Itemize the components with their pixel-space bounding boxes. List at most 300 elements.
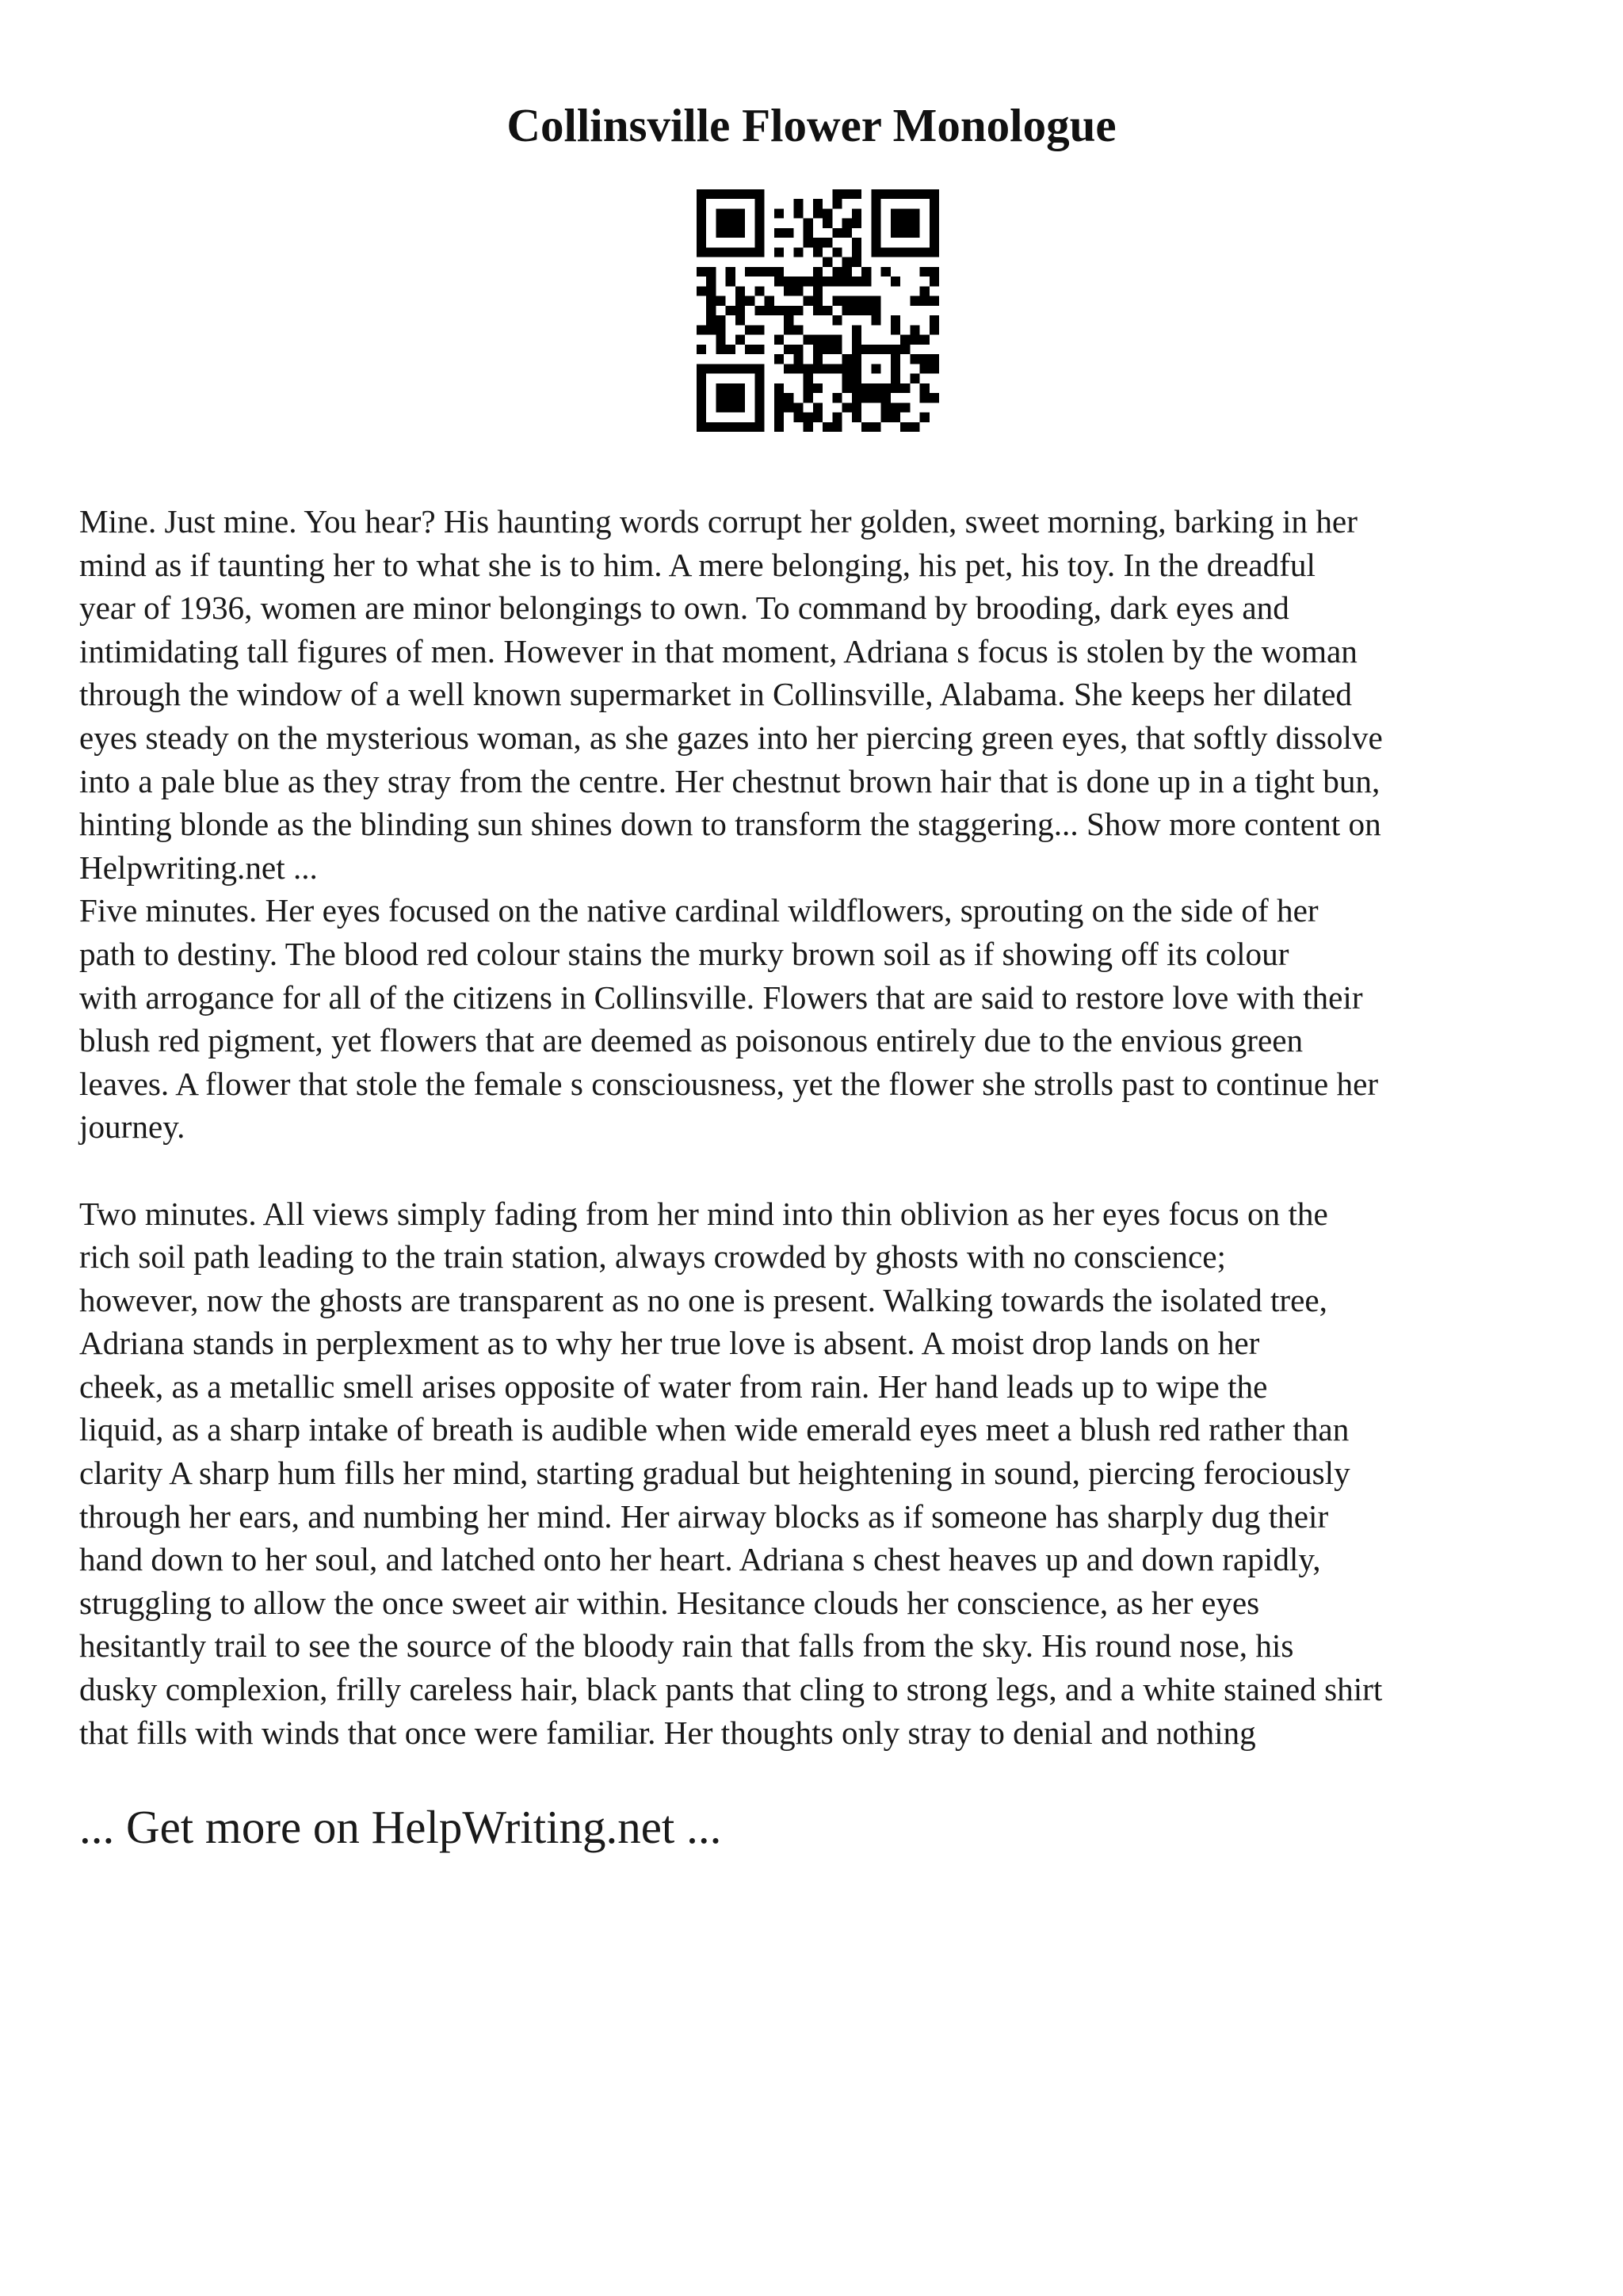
qr-module: [920, 364, 930, 373]
qr-module: [842, 364, 852, 373]
qr-module: [852, 238, 861, 247]
qr-module: [697, 189, 706, 199]
qr-module: [697, 345, 706, 354]
qr-module: [881, 413, 891, 422]
qr-module: [784, 228, 793, 238]
qr-module: [930, 354, 939, 364]
qr-module: [735, 364, 745, 373]
qr-module: [910, 228, 919, 238]
qr-module: [716, 325, 725, 334]
qr-module: [735, 402, 745, 412]
qr-module: [706, 286, 716, 296]
qr-module: [726, 422, 735, 432]
qr-module: [861, 422, 871, 432]
qr-module: [745, 364, 754, 373]
qr-module: [852, 383, 861, 393]
qr-module: [823, 345, 832, 354]
get-more-link[interactable]: ... Get more on HelpWriting.net ...: [79, 1801, 722, 1853]
qr-module: [793, 364, 803, 373]
qr-module: [900, 383, 910, 393]
qr-module: [745, 247, 754, 257]
qr-module: [900, 228, 910, 238]
qr-module: [726, 219, 735, 228]
text-line: cheek, as a metallic smell arises opposite of water from rain. Her hand leads up to wipe the: [79, 1367, 1268, 1405]
paragraph-gap: [79, 1149, 1561, 1192]
qr-module: [754, 345, 764, 354]
qr-module: [871, 208, 880, 218]
qr-module: [706, 277, 716, 286]
qr-module: [784, 277, 793, 286]
qr-module: [832, 277, 842, 286]
qr-module: [852, 306, 861, 315]
qr-module: [726, 393, 735, 402]
qr-module: [813, 402, 823, 412]
qr-module: [871, 393, 880, 402]
qr-module: [706, 422, 716, 432]
qr-module: [930, 219, 939, 228]
qr-module: [716, 228, 725, 238]
qr-module: [774, 208, 784, 218]
text-line: Helpwriting.net ...: [79, 849, 318, 886]
qr-module: [804, 296, 813, 306]
qr-module: [832, 189, 842, 199]
qr-module: [832, 247, 842, 257]
qr-module: [774, 422, 784, 432]
qr-module: [813, 247, 823, 257]
qr-module: [852, 247, 861, 257]
qr-module: [930, 189, 939, 199]
qr-module: [842, 219, 852, 228]
qr-module: [716, 335, 725, 345]
qr-module: [832, 199, 842, 208]
qr-module: [793, 354, 803, 364]
qr-module: [871, 238, 880, 247]
qr-module: [754, 286, 764, 296]
qr-module: [852, 345, 861, 354]
qr-module: [813, 208, 823, 218]
qr-module: [716, 393, 725, 402]
qr-module: [697, 413, 706, 422]
qr-module: [774, 277, 784, 286]
qr-module: [735, 247, 745, 257]
qr-module: [910, 189, 919, 199]
qr-module: [832, 413, 842, 422]
qr-module: [745, 345, 754, 354]
qr-module: [804, 277, 813, 286]
paragraph-1: [79, 500, 1561, 889]
text-line: struggling to allow the once sweet air within. Hesitance clouds her conscience, as her eyes: [79, 1584, 1260, 1621]
qr-module: [754, 208, 764, 218]
qr-module: [774, 306, 784, 315]
text-line: intimidating tall figures of men. However in that moment, Adriana s focus is stolen by the woman: [79, 632, 1358, 669]
qr-module: [774, 402, 784, 412]
qr-module: [726, 306, 735, 315]
text-line: year of 1936, women are minor belongings to own. To command by brooding, dark eyes and: [79, 589, 1289, 627]
qr-module: [745, 189, 754, 199]
qr-module: [823, 277, 832, 286]
qr-module: [765, 267, 774, 277]
qr-module: [754, 247, 764, 257]
qr-module: [842, 189, 852, 199]
qr-module: [910, 219, 919, 228]
qr-module: [900, 402, 910, 412]
qr-module: [813, 286, 823, 296]
qr-module: [891, 364, 900, 373]
qr-module: [754, 402, 764, 412]
qr-module: [726, 189, 735, 199]
qr-module: [784, 315, 793, 325]
text-line: leaves. A flower that stole the female s consciousness, yet the flower she strolls past to continue her: [79, 1065, 1379, 1102]
qr-module: [910, 247, 919, 257]
qr-module: [813, 345, 823, 354]
qr-module: [706, 306, 716, 315]
qr-module: [900, 219, 910, 228]
qr-module: [861, 345, 871, 354]
qr-module: [697, 402, 706, 412]
qr-module: [813, 335, 823, 345]
qr-module: [871, 247, 880, 257]
qr-module: [823, 306, 832, 315]
qr-module: [823, 364, 832, 373]
qr-module: [716, 383, 725, 393]
qr-module: [891, 383, 900, 393]
qr-module: [891, 228, 900, 238]
qr-module: [891, 354, 900, 364]
qr-module: [726, 383, 735, 393]
qr-module: [823, 238, 832, 247]
qr-module: [716, 315, 725, 325]
qr-module: [842, 296, 852, 306]
qr-module: [784, 364, 793, 373]
qr-module: [793, 306, 803, 315]
qr-module: [735, 189, 745, 199]
qr-module: [852, 189, 861, 199]
qr-module: [726, 208, 735, 218]
qr-module: [716, 364, 725, 373]
qr-module: [726, 345, 735, 354]
qr-module: [706, 267, 716, 277]
qr-module: [852, 413, 861, 422]
qr-module: [852, 354, 861, 364]
qr-module: [813, 267, 823, 277]
qr-module: [842, 383, 852, 393]
text-line: mind as if taunting her to what she is to him. A mere belonging, his pet, his toy. In the dreadful: [79, 546, 1316, 583]
qr-module: [813, 413, 823, 422]
qr-module: [852, 364, 861, 373]
qr-module: [784, 325, 793, 334]
qr-module: [735, 208, 745, 218]
qr-module: [804, 219, 813, 228]
qr-module: [910, 325, 919, 334]
qr-module: [697, 422, 706, 432]
qr-module: [804, 228, 813, 238]
qr-module: [920, 354, 930, 364]
qr-module: [697, 374, 706, 383]
qr-module: [900, 345, 910, 354]
qr-module: [774, 393, 784, 402]
qr-module: [930, 199, 939, 208]
qr-module: [832, 393, 842, 402]
qr-module: [930, 247, 939, 257]
qr-module: [852, 296, 861, 306]
qr-module: [735, 315, 745, 325]
qr-module: [754, 199, 764, 208]
qr-code-icon: [697, 189, 939, 432]
qr-module: [716, 422, 725, 432]
text-line: eyes steady on the mysterious woman, as she gazes into her piercing green eyes, that softly dissolve: [79, 719, 1383, 756]
qr-module: [765, 296, 774, 306]
qr-module: [920, 267, 930, 277]
qr-module: [793, 247, 803, 257]
qr-module: [920, 413, 930, 422]
qr-module: [735, 383, 745, 393]
qr-module: [832, 228, 842, 238]
text-line: Mine. Just mine. You hear? His haunting words corrupt her golden, sweet morning, barking in her: [79, 503, 1358, 540]
qr-module: [774, 354, 784, 364]
qr-module: [804, 413, 813, 422]
qr-module: [871, 189, 880, 199]
qr-module: [754, 228, 764, 238]
qr-module: [832, 364, 842, 373]
text-line: Five minutes. Her eyes focused on the native cardinal wildflowers, sprouting on the side of her: [79, 892, 1319, 929]
qr-module: [891, 277, 900, 286]
qr-module: [881, 247, 891, 257]
text-line: with arrogance for all of the citizens in Collinsville. Flowers that are said to restore love with their: [79, 978, 1363, 1016]
qr-module: [813, 277, 823, 286]
qr-module: [813, 296, 823, 306]
qr-module: [910, 335, 919, 345]
qr-module: [861, 296, 871, 306]
text-line: that fills with winds that once were familiar. Her thoughts only stray to denial and nothing: [79, 1714, 1256, 1751]
qr-module: [930, 277, 939, 286]
document-body: [79, 500, 1561, 1754]
qr-module: [842, 228, 852, 238]
qr-module: [804, 393, 813, 402]
qr-module: [871, 199, 880, 208]
qr-module: [793, 208, 803, 218]
qr-module: [900, 189, 910, 199]
qr-module: [754, 374, 764, 383]
qr-module: [900, 335, 910, 345]
qr-module: [745, 422, 754, 432]
qr-module: [920, 383, 930, 393]
qr-module: [842, 402, 852, 412]
qr-module: [697, 199, 706, 208]
text-line: hand down to her soul, and latched onto her heart. Adriana s chest heaves up and down rapidly,: [79, 1541, 1321, 1578]
qr-module: [920, 393, 930, 402]
qr-module: [735, 296, 745, 306]
text-line: however, now the ghosts are transparent as no one is present. Walking towards the isolated tree,: [79, 1281, 1327, 1318]
text-line: clarity A sharp hum fills her mind, starting gradual but heightening in sound, piercing ferociously: [79, 1455, 1350, 1492]
qr-module: [910, 296, 919, 306]
qr-module: [910, 208, 919, 218]
text-line: liquid, as a sharp intake of breath is audible when wide emerald eyes meet a blush red rather than: [79, 1411, 1350, 1448]
qr-module: [852, 325, 861, 334]
qr-module: [842, 267, 852, 277]
qr-module: [832, 335, 842, 345]
paragraph-2: [79, 889, 1561, 1149]
qr-module: [697, 383, 706, 393]
qr-module: [871, 315, 880, 325]
qr-module: [706, 325, 716, 334]
qr-module: [754, 413, 764, 422]
qr-module: [726, 247, 735, 257]
qr-module: [697, 325, 706, 334]
qr-module: [920, 189, 930, 199]
qr-module: [754, 393, 764, 402]
qr-module: [891, 325, 900, 334]
qr-module: [735, 335, 745, 345]
qr-module: [804, 364, 813, 373]
qr-module: [891, 374, 900, 383]
qr-module: [804, 374, 813, 383]
qr-module: [765, 306, 774, 315]
qr-module: [920, 296, 930, 306]
text-line: into a pale blue as they stray from the centre. Her chestnut brown hair that is done up in a tight bun,: [79, 762, 1381, 799]
qr-module: [930, 228, 939, 238]
qr-module: [754, 306, 764, 315]
qr-module: [852, 257, 861, 267]
qr-module: [754, 238, 764, 247]
qr-module: [881, 383, 891, 393]
qr-module: [871, 219, 880, 228]
qr-module: [861, 267, 871, 277]
qr-module: [745, 325, 754, 334]
qr-module: [920, 335, 930, 345]
qr-module: [716, 402, 725, 412]
qr-module: [871, 296, 880, 306]
qr-module: [735, 306, 745, 315]
qr-module: [920, 286, 930, 296]
qr-module: [930, 315, 939, 325]
qr-module: [697, 208, 706, 218]
qr-module: [813, 354, 823, 364]
qr-module: [871, 228, 880, 238]
qr-module: [832, 296, 842, 306]
qr-module: [930, 208, 939, 218]
qr-module: [891, 247, 900, 257]
qr-module: [930, 364, 939, 373]
text-line: hinting blonde as the blinding sun shines down to transform the staggering... Show more content on: [79, 806, 1381, 843]
qr-module: [706, 364, 716, 373]
qr-module: [804, 383, 813, 393]
qr-module: [832, 422, 842, 432]
qr-module: [842, 374, 852, 383]
qr-module: [813, 199, 823, 208]
qr-module: [754, 364, 764, 373]
qr-module: [793, 413, 803, 422]
text-line: Adriana stands in perplexment as to why her true love is absent. A moist drop lands on her: [79, 1325, 1260, 1362]
text-line: blush red pigment, yet flowers that are deemed as poisonous entirely due to the envious green: [79, 1022, 1304, 1059]
qr-module: [891, 189, 900, 199]
qr-module: [774, 335, 784, 345]
qr-module: [774, 228, 784, 238]
qr-module: [716, 189, 725, 199]
qr-module: [793, 325, 803, 334]
qr-module: [813, 383, 823, 393]
qr-module: [754, 422, 764, 432]
qr-module: [784, 345, 793, 354]
qr-module: [823, 257, 832, 267]
qr-module: [891, 345, 900, 354]
paragraph-3: [79, 1192, 1561, 1755]
qr-module: [793, 199, 803, 208]
text-line: rich soil path leading to the train station, always crowded by ghosts with no conscience;: [79, 1238, 1226, 1276]
qr-module: [900, 247, 910, 257]
qr-module: [697, 286, 706, 296]
qr-module: [726, 402, 735, 412]
qr-module: [697, 393, 706, 402]
qr-module: [726, 267, 735, 277]
qr-module: [726, 228, 735, 238]
qr-module: [881, 189, 891, 199]
qr-module: [910, 354, 919, 364]
qr-module: [871, 383, 880, 393]
qr-module: [832, 267, 842, 277]
qr-module: [793, 286, 803, 296]
qr-module: [842, 277, 852, 286]
qr-module: [920, 247, 930, 257]
qr-module: [774, 247, 784, 257]
qr-module: [697, 267, 706, 277]
qr-module: [823, 422, 832, 432]
qr-module: [900, 208, 910, 218]
qr-module: [930, 238, 939, 247]
qr-module: [852, 208, 861, 218]
qr-module: [754, 325, 764, 334]
qr-module: [852, 393, 861, 402]
qr-module: [784, 286, 793, 296]
qr-module: [706, 315, 716, 325]
qr-module: [735, 422, 745, 432]
qr-module: [891, 413, 900, 422]
qr-module: [891, 402, 900, 412]
qr-module: [804, 335, 813, 345]
qr-module: [716, 247, 725, 257]
qr-module: [881, 267, 891, 277]
text-line: path to destiny. The blood red colour stains the murky brown soil as if showing off its colour: [79, 935, 1289, 972]
text-line: journey.: [79, 1108, 185, 1146]
qr-module: [726, 364, 735, 373]
qr-module: [852, 277, 861, 286]
qr-module: [852, 402, 861, 412]
qr-module: [832, 345, 842, 354]
text-line: hesitantly trail to see the source of the bloody rain that falls from the sky. His round nose, his: [79, 1627, 1294, 1665]
qr-module: [823, 208, 832, 218]
qr-module: [706, 296, 716, 306]
qr-module: [823, 335, 832, 345]
qr-module: [716, 219, 725, 228]
qr-module: [871, 364, 880, 373]
qr-module: [784, 402, 793, 412]
qr-module: [774, 413, 784, 422]
qr-module: [793, 402, 803, 412]
qr-module: [754, 383, 764, 393]
qr-module: [930, 267, 939, 277]
qr-module: [852, 219, 861, 228]
qr-module: [813, 364, 823, 373]
qr-module: [706, 189, 716, 199]
qr-module: [852, 374, 861, 383]
qr-module: [735, 393, 745, 402]
text-line: Two minutes. All views simply fading from her mind into thin oblivion as her eyes focus on the: [79, 1195, 1328, 1232]
qr-module: [793, 277, 803, 286]
qr-module: [745, 267, 754, 277]
qr-module: [823, 219, 832, 228]
text-line: dusky complexion, frilly careless hair, black pants that cling to strong legs, and a white stained shirt: [79, 1671, 1383, 1708]
qr-module: [891, 208, 900, 218]
qr-module: [697, 247, 706, 257]
